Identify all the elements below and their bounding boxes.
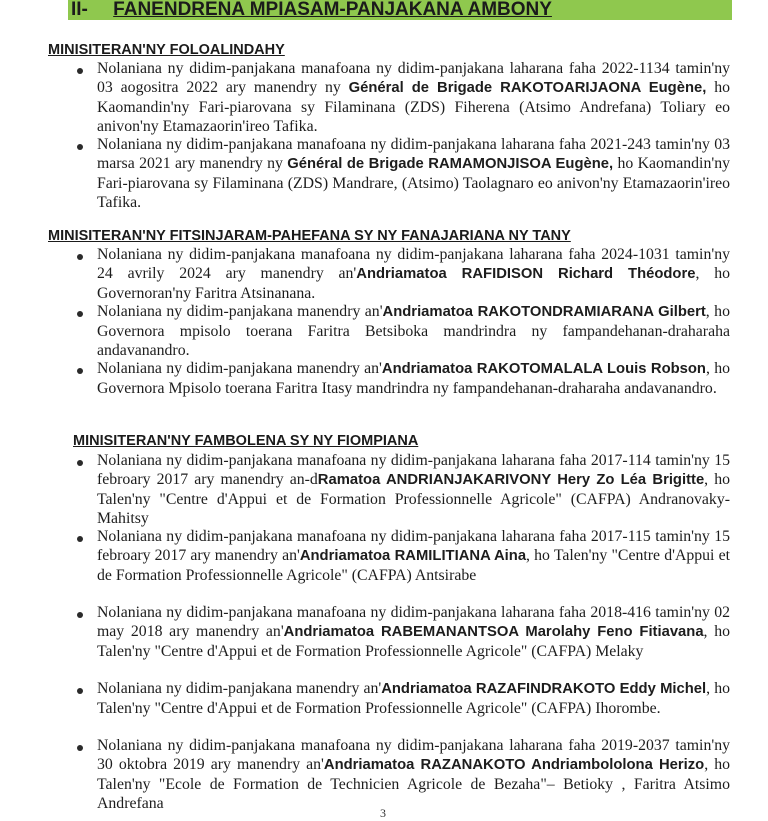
decree-text-run: Nolaniana ny didim-panjakana manendry an' xyxy=(97,680,382,697)
decree-text-run: Nolaniana ny didim-panjakana manafoana ny didim-panjakana laharana faha 2018-416 tamin'ny 02 may 2018 ary manendry an' xyxy=(97,604,730,640)
decree-text-run: , ho Talen'ny "Centre d'Appui et de Formation Professionnelle Agricole" (CAFPA) Ihorombe. xyxy=(97,680,730,717)
bullet-icon xyxy=(77,68,83,74)
bullet-icon xyxy=(77,311,83,317)
decree-text-run: , ho Governoran'ny Faritra Atsinanana. xyxy=(97,265,731,302)
decree-text-run: , ho Talen'ny "Ecole de Formation de Technicien Agricole de Bezaha"– Betioky , Faritra Atsimo Andrefana xyxy=(97,756,730,812)
decree-text xyxy=(97,527,730,585)
decree-text-run: Nolaniana ny didim-panjakana manendry an' xyxy=(97,303,383,320)
decree-text xyxy=(97,135,730,212)
section-heading-bar xyxy=(68,0,732,20)
bullet-icon xyxy=(77,460,83,466)
appointee-name: Général de Brigade RAMAMONJISOA Eugène, xyxy=(287,156,614,172)
decree-text-run: Nolaniana ny didim-panjakana manafoana ny didim-panjakana laharana faha 2021-243 tamin'ny 03 marsa 2021 ary manendry ny xyxy=(97,136,730,172)
decree-text-run: , ho Governora mpisolo toerana Faritra Betsiboka mandrindra ny fampandehanan-draharaha andavanandro. xyxy=(97,303,730,359)
decree-text xyxy=(97,736,730,813)
appointee-name: Andriamatoa RAKOTOMALALA Louis Robson xyxy=(381,361,706,377)
appointee-name: Andriamatoa RAZANAKOTO Andriambololona Herizo xyxy=(323,757,705,773)
decree-text xyxy=(97,679,730,718)
appointee-name: Andriamatoa RABEMANANTSOA Marolahy Feno Fitiavana xyxy=(283,624,704,640)
bullet-icon xyxy=(77,745,83,751)
decree-text-run: Nolaniana ny didim-panjakana manafoana ny didim-panjakana laharana faha 2019-2037 tamin'ny 30 oktobra 2019 ary manendry an' xyxy=(97,737,730,773)
decree-text xyxy=(97,245,730,303)
appointee-name: Général de Brigade RAKOTOARIJAONA Eugène, xyxy=(348,80,707,96)
ministry-title: MINISITERAN'NY FOLOALINDAHY xyxy=(48,42,285,58)
decree-text-run: , ho Governora Mpisolo toerana Faritra Itasy mandrindra ny fampandehanan-draharaha andavanandro. xyxy=(97,360,730,397)
decree-text-run: ho Kaomandin'ny Fari-piarovana sy Filaminana (ZDS) Mandrare, (Atsimo) Taolagnaro eo anivon'ny Etamazaorin'ireo Tafika. xyxy=(97,155,730,211)
ministry-title: MINISITERAN'NY FAMBOLENA SY NY FIOMPIANA xyxy=(73,433,419,449)
decree-text xyxy=(97,451,730,528)
decree-text xyxy=(97,603,730,661)
appointee-name: Ramatoa ANDRIANJAKARIVONY Hery Zo Léa Brigitte xyxy=(317,472,705,488)
decree-text-run: Nolaniana ny didim-panjakana manafoana ny didim-panjakana laharana faha 2017-114 tamin'ny 15 febroary 2017 ary manendry an-d xyxy=(97,452,730,488)
bullet-icon xyxy=(77,368,83,374)
appointee-name: Andriamatoa RAZAFINDRAKOTO Eddy Michel xyxy=(381,681,707,697)
bullet-icon xyxy=(77,612,83,618)
section-heading-title: FANENDRENA MPIASAM-PANJAKANA AMBONY xyxy=(113,0,552,20)
appointee-name: Andriamatoa RAMILITIANA Aina xyxy=(299,548,527,564)
section-number: II- xyxy=(71,0,88,20)
bullet-icon xyxy=(77,536,83,542)
decree-text-run: Nolaniana ny didim-panjakana manafoana ny didim-panjakana laharana faha 2024-1031 tamin'ny 24 avrily 2024 ary manendry an' xyxy=(97,246,730,282)
decree-text xyxy=(97,359,730,398)
bullet-icon xyxy=(77,688,83,694)
decree-text-run: Nolaniana ny didim-panjakana manafoana ny didim-panjakana laharana faha 2017-115 tamin'ny 15 febroary 2017 ary manendry an' xyxy=(97,528,730,564)
decree-text-run: , ho Talen'ny "Centre d'Appui et de Formation Professionnelle Agricole" (CAFPA) Andranovaky-Mahitsy xyxy=(97,471,730,527)
decree-text-run: ho Kaomandin'ny Fari-piarovana sy Filaminana (ZDS) Fiherena (Atsimo Andrefana) Toliary eo anivon'ny Etamazaorin'ireo Tafika. xyxy=(97,79,731,135)
ministry-title: MINISITERAN'NY FITSINJARAM-PAHEFANA SY NY FANAJARIANA NY TANY xyxy=(48,228,571,244)
page-number: 3 xyxy=(380,806,386,820)
decree-text-run: , ho Talen'ny "Centre d'Appui et de Formation Professionnelle Agricole" (CAFPA) Antsirabe xyxy=(97,547,730,584)
decree-text-run: Nolaniana ny didim-panjakana manendry an' xyxy=(97,360,382,377)
decree-text xyxy=(97,302,730,360)
decree-text xyxy=(97,59,730,136)
appointee-name: Andriamatoa RAKOTONDRAMIARANA Gilbert xyxy=(382,304,706,320)
appointee-name: Andriamatoa RAFIDISON Richard Théodore xyxy=(356,266,696,282)
decree-text-run: , ho Talen'ny "Centre d'Appui et de Formation Professionnelle Agricole" (CAFPA) Melaky xyxy=(97,623,730,660)
bullet-icon xyxy=(77,254,83,260)
bullet-icon xyxy=(77,144,83,150)
decree-text-run: Nolaniana ny didim-panjakana manafoana ny didim-panjakana laharana faha 2022-1134 tamin'ny 03 aogositra 2022 ary manendry ny xyxy=(97,60,730,96)
